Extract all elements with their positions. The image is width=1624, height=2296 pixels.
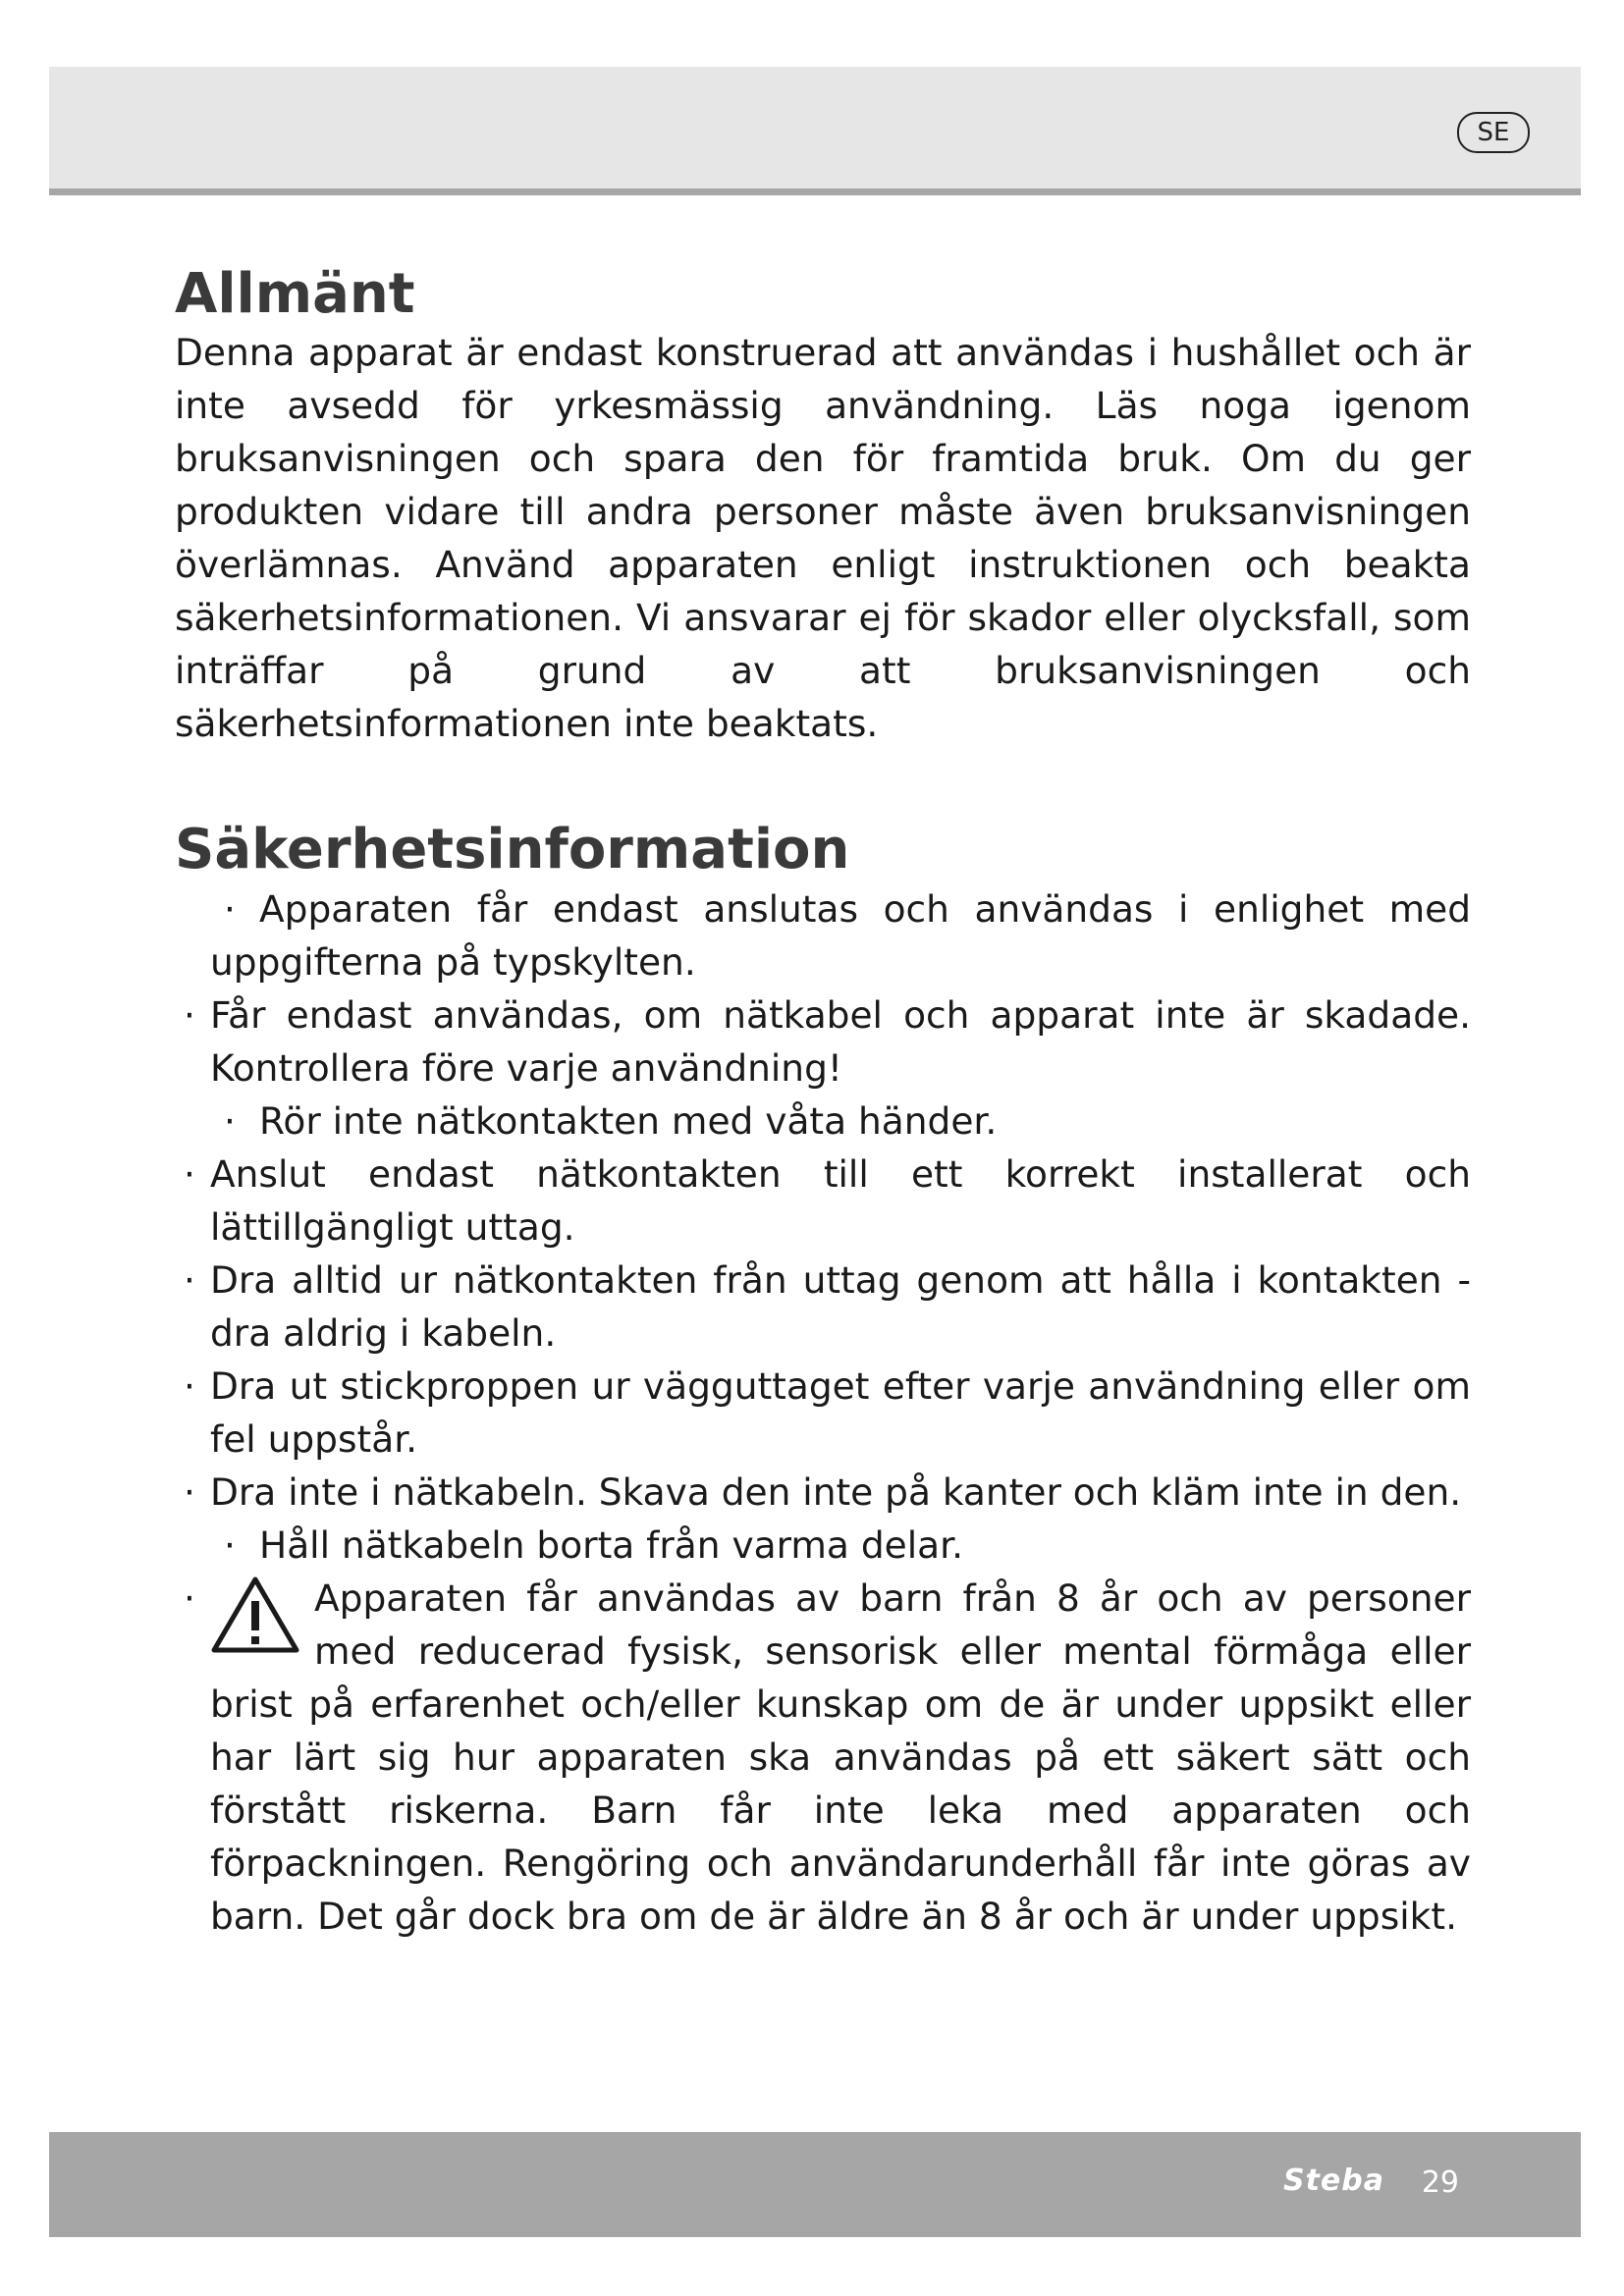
list-item	[175, 1095, 1471, 1148]
safety-item-text: Dra alltid ur nätkontakten från uttag genom att hålla i kontakten - dra aldrig i kabeln.	[210, 1257, 1471, 1355]
bullet-dot: ·	[224, 886, 236, 931]
bullet-dot: ·	[184, 992, 195, 1037]
safety-item-text: Anslut endast nätkontakten till ett korrekt installerat och lättillgängligt uttag.	[210, 1151, 1471, 1249]
page-content	[175, 263, 1471, 1943]
list-item	[175, 988, 1471, 1095]
section-spacer	[175, 750, 1471, 819]
header-band	[49, 67, 1581, 195]
bullet-dot: ·	[224, 1522, 236, 1567]
bullet-dot: ·	[184, 1257, 195, 1302]
general-paragraph: Denna apparat är endast konstruerad att användas i hushållet och är inte avsedd för yrkesmässig användning. Läs noga igenom bruksanvisningen och spara den för framtida bruk. Om du ger produkten vidare till andra personer måste även bruksanvisningen överlämnas. Använd apparaten enligt instruktionen och beakta säkerhetsinformationen. Vi ansvarar ej för skador eller olycksfall, som inträffar på grund av att bruksanvisningen och säkerhetsinformationen inte beaktats.	[175, 331, 1471, 746]
safety-item-text: Dra inte i nätkabeln. Skava den inte på kanter och kläm inte in den.	[210, 1469, 1462, 1514]
safety-item-text: Dra ut stickproppen ur vägguttaget efter varje användning eller om fel uppstår.	[210, 1363, 1471, 1461]
page-number: 29	[1421, 2165, 1459, 2200]
bullet-dot: ·	[184, 1151, 195, 1196]
safety-item-text: Rör inte nätkontakten med våta händer.	[259, 1098, 998, 1143]
list-item	[175, 1519, 1471, 1572]
list-item	[175, 1572, 1471, 1943]
safety-item-text: Apparaten får endast anslutas och användas i enlighet med uppgifterna på typskylten.	[210, 886, 1471, 984]
bullet-dot: ·	[184, 1469, 195, 1514]
warning-triangle-icon	[210, 1575, 300, 1654]
safety-item-text: Håll nätkabeln borta från varma delar.	[259, 1522, 963, 1567]
footer-band	[49, 2132, 1581, 2237]
section-title-general: Allmänt	[175, 262, 415, 326]
language-badge: SE	[1457, 112, 1530, 153]
list-item	[175, 882, 1471, 988]
bullet-dot: ·	[224, 1098, 236, 1143]
list-item	[175, 1466, 1471, 1519]
list-item	[175, 1360, 1471, 1466]
bullet-dot: ·	[184, 1363, 195, 1408]
safety-item-text: Apparaten får användas av barn från 8 år och av personer med reducerad fysisk, sensorisk eller mental förmåga eller brist på erfarenhet och/eller kunskap om de är under uppsikt eller har lärt sig hur apparaten ska användas på ett säkert sätt och förstått riskerna. Barn får inte leka med apparaten och förpackningen. Rengöring och användarunderhåll får inte göras av barn. Det går dock bra om de är äldre än 8 år och är under uppsikt.	[210, 1575, 1471, 1938]
steba-logo: Steba	[1282, 2163, 1384, 2198]
list-item	[175, 1148, 1471, 1254]
safety-item-text: Får endast användas, om nätkabel och apparat inte är skadade. Kontrollera före varje användning!	[210, 992, 1471, 1090]
bullet-dot: ·	[184, 1575, 195, 1620]
safety-list	[175, 882, 1471, 1943]
section-title-safety: Säkerhetsinformation	[175, 818, 850, 882]
list-item	[175, 1254, 1471, 1360]
